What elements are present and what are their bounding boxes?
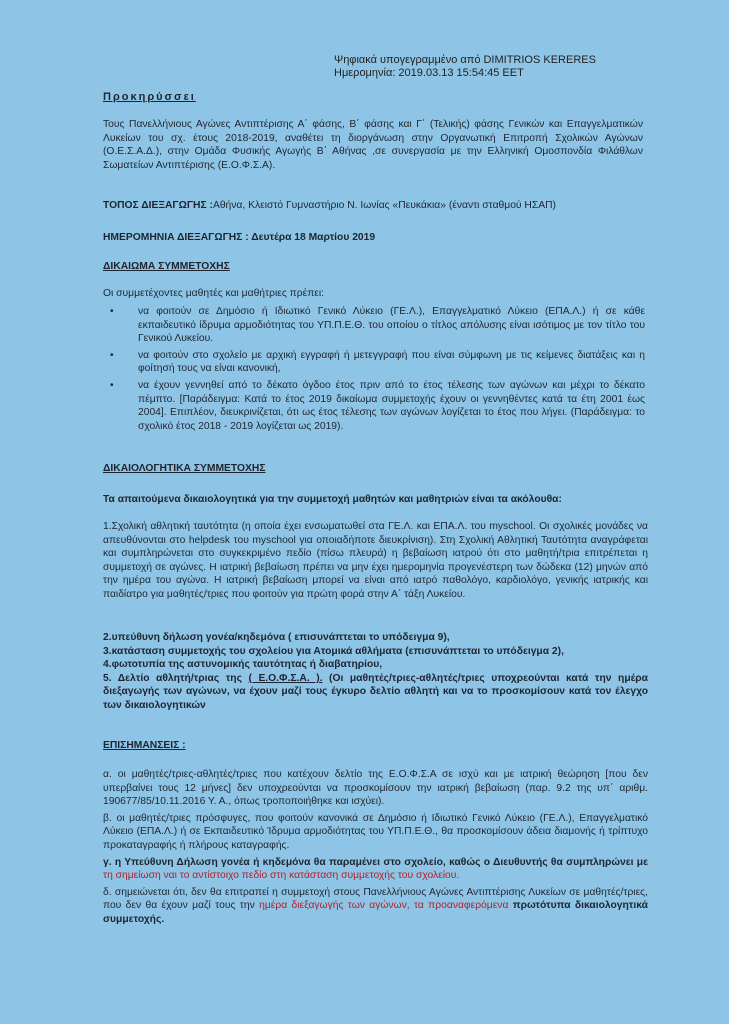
date-label: ΗΜΕΡΟΜΗΝΙΑ ΔΙΕΞΑΓΩΓΗΣ : (103, 232, 249, 243)
list-item-text: να έχουν γεννηθεί από το δέκατο όγδοο έτος πριν από το έτος τέλεσης των αγώνων και μέχρι το δέκατο πέμπτο. [Παράδειγμα: Κατά το έτος 2019 δικαίωμα συμμετοχής έχουν οι γεννηθέντες κατά τα έτη 2001 έως 2004]. Επιπλέον, διευκρινίζεται, ότι ως έτος τέλεσης των αγώνων λογίζεται το έτος που λήγει. (Παράδειγμα: το σχολικό έτος 2018 - 2019 λογίζεται ως 2019). (138, 379, 645, 432)
item-5-text: 5. Δελτίο αθλητή/τριας της (103, 672, 242, 684)
documents-items (103, 631, 648, 713)
note-c (103, 856, 648, 883)
notes-title: ΕΠΙΣΗΜΑΝΣΕΙΣ : (103, 740, 186, 751)
note-d-highlight: ημέρα διεξαγωγής των αγώνων, τα προαναφερόμενα (259, 900, 509, 912)
venue-line (103, 199, 663, 213)
note-d-end: πρωτότυπα δικαιολογητικά συμμετοχής. (103, 900, 648, 925)
note-a: α. οι μαθητές/τριες-αθλητές/τριες που κατέχουν δελτίο της Ε.Ο.Φ.Σ.Α σε ισχύ και με ιατρική θεώρηση [που δεν υπερβαίνει τους 12 μήνες] δεν υποχρεούνται να προσκομίσουν την ιατρική βεβαίωση (παρ. 9.2 της υπ΄ αριθμ. 190677/85/10.11.2016 Υ. Α., όπως τροποποιήθηκε και ισχύει). (103, 769, 648, 808)
documents-title: ΔΙΚΑΙΟΛΟΓΗΤΙΚΑ ΣΥΜΜΕΤΟΧΗΣ (103, 463, 266, 474)
documents-item-2: 2.υπεύθυνη δήλωση γονέα/κηδεμόνα ( επισυνάπτεται το υπόδειγμα 9), (103, 632, 450, 643)
documents-item-4: 4.φωτοτυπία της αστυνομικής ταυτότητας ή διαβατηρίου, (103, 659, 383, 671)
note-c-highlight: τη σημείωση ναι το αντίστοιχο πεδίο στη κατάσταση συμμετοχής του σχολείου. (103, 870, 460, 882)
note-b: β. οι μαθητές/τριες πρόσφυγες, που φοιτούν κανονικά σε Δημόσιο ή Ιδιωτικό Γενικό Λύκειο (ΓΕ.Λ.), Επαγγελματικό Λύκειο (ΕΠΑ.Λ.) ή σε Εκπαιδευτικό Ίδρυμα αρμοδιότητας του ΥΠ.Π.Ε.Θ., θα προσκομίσουν άδεια διαμονής ή τρίπτυχο προκαταγραφής ή πλήρους καταγραφής. (103, 812, 648, 851)
bullet-icon: • (110, 379, 114, 391)
note-c-text: γ. η Υπεύθυνη Δήλωση γονέα ή κηδεμόνα θα παραμένει στο σχολείο, καθώς ο Διευθυντής θα συμπληρώνει με (103, 856, 648, 868)
documents-item-1: 1.Σχολική αθλητική ταυτότητα (η οποία έχει ενσωματωθεί στα ΓΕ.Λ. και ΕΠΑ.Λ. του myschool. Οι σχολικές μονάδες να απευθύνονται στο helpdesk του myschool για οποιαδήποτε διευκρίνιση). Στη Σχολική Αθλητική Ταυτότητα αναγράφεται και συμπληρώνεται στο συγκεκριμένο πεδίο (πίσω πλευρά) η βεβαίωση ιατρού ότι στο μαθητή/τρια επιτρέπεται η συμμετοχή σε αγώνες. Η ιατρική βεβαίωση πρέπει να μην έχει ημερομηνία προγενέστερη των δώδεκα (12) μηνών από την ημέρα του αγώνα. Η ιατρική βεβαίωση μπορεί να είναι από ιατρό παθολόγο, καρδιολόγο, γενικής ιατρικής και παιδίατρο για μαθητές/τριες που φοιτούν για πρώτη φορά στην Α΄ τάξη Λυκείου. (103, 521, 648, 600)
digital-signature (334, 54, 596, 80)
documents-item-5 (103, 672, 648, 713)
eligibility-title: ΔΙΚΑΙΩΜΑ ΣΥΜΜΕΤΟΧΗΣ (103, 261, 230, 272)
list-item (110, 349, 645, 376)
item-5-note: (Οι μαθητές/τριες-αθλητές/τριες υποχρεούνται κατά την ημέρα διεξαγωγής των αγώνων, να έχουν μαζί τους έγκυρο δελτίο αθλητή και να το προσκομίσουν κατά τον έλεγχο των δικαιολογητικών (103, 672, 648, 711)
bullet-icon: • (110, 306, 114, 317)
signature-date: Ημερομηνία: 2019.03.13 15:54:45 EET (334, 67, 524, 79)
date-line (103, 231, 663, 245)
bullet-icon: • (110, 349, 114, 361)
item-5-federation: ( Ε.Ο.Φ.Σ.Α. ). (248, 672, 323, 684)
documents-lead: Τα απαιτούμενα δικαιολογητικά για την συμμετοχή μαθητών και μαθητριών είναι τα ακόλουθα: (103, 494, 562, 505)
venue-value: Αθήνα, Κλειστό Γυμναστήριο Ν. Ιωνίας «Πευκάκια» (έναντι σταθμού ΗΣΑΠ) (212, 200, 556, 211)
note-d-text: δ. σημειώνεται ότι, δεν θα επιτραπεί η συμμετοχή στους Πανελλήνιους Αγώνες Αντιπτέρισης Λυκείων σε μαθητές/τριες, που δεν θα έχουν μαζί τους την (103, 886, 648, 912)
list-item (110, 305, 645, 346)
list-item (110, 379, 645, 433)
signature-signer: Ψηφιακά υπογεγραμμένο από DIMITRIOS KERERES (334, 54, 596, 66)
intro-paragraph: Τους Πανελλήνιους Αγώνες Αντιπτέρισης Α΄ φάσης, Β΄ φάσης και Γ΄ (Τελικής) φάσης Γενικών και Επαγγελματικών Λυκείων του σχ. έτους 2018-2019, αναθέτει τη διοργάνωση στην Οργανωτική Επιτροπή Σχολικών Αγώνων (Ο.Ε.Σ.Α.Δ.), στην Ομάδα Φυσικής Αγωγής Β΄ Αθήνας ,σε συνεργασία με την Ελληνική Ομοσπονδία Φιλάθλων Σωματείων Αντιπτέρισης (Ε.Ο.Φ.Σ.Α). (103, 119, 643, 171)
list-item-text: να φοιτούν σε Δημόσιο ή Ιδιωτικό Γενικό Λύκειο (ΓΕ.Λ.), Επαγγελματικό Λύκειο (ΕΠΑ.Λ.) ή σε κάθε εκπαιδευτικό ίδρυμα αρμοδιότητας του ΥΠ.Π.Ε.Θ. του οποίου ο τίτλος απόλυσης είναι ισότιμος με τον τίτλο του Γενικού Λυκείου. (138, 306, 645, 345)
date-value: Δευτέρα 18 Μαρτίου 2019 (251, 232, 376, 243)
list-item-text: να φοιτούν στο σχολείο με αρχική εγγραφή ή μετεγγραφή που είναι σύμφωνη με τις κείμενες διατάξεις και η φοίτησή τους να είναι κανονική, (138, 349, 645, 375)
notes-section (103, 768, 648, 930)
eligibility-list (110, 305, 645, 436)
document-heading: Προκηρύσσει (103, 91, 196, 103)
venue-label: ΤΟΠΟΣ ΔΙΕΞΑΓΩΓΗΣ : (103, 200, 213, 211)
documents-item-3: 3.κατάσταση συμμετοχής του σχολείου για Ατομικά αθλήματα (επισυνάπτεται το υπόδειγμα 2), (103, 645, 564, 657)
note-d (103, 886, 648, 927)
eligibility-lead: Οι συμμετέχοντες μαθητές και μαθήτριες πρέπει: (103, 288, 325, 299)
